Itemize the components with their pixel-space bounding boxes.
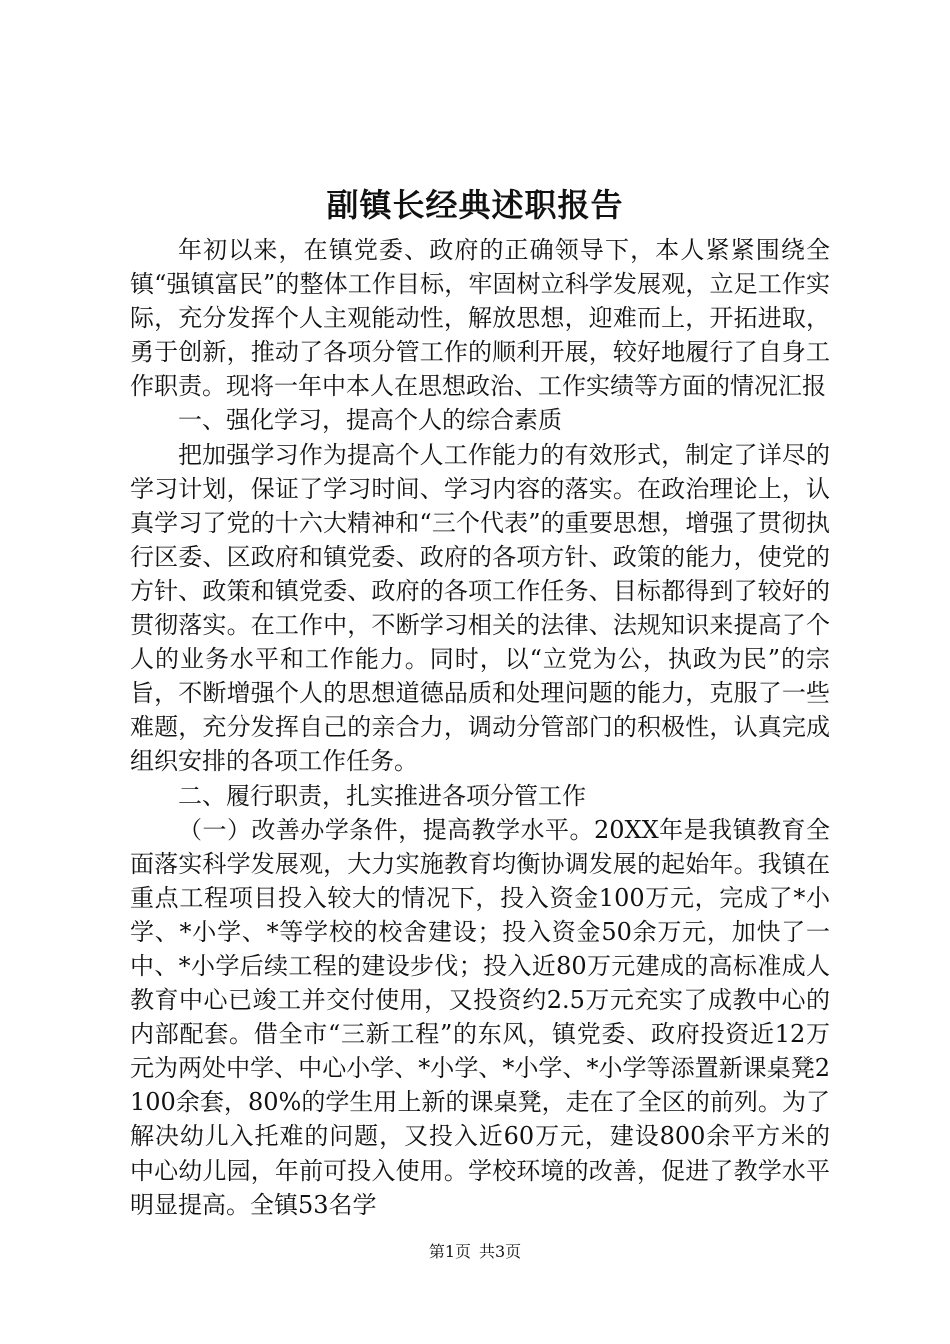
paragraph-intro: 年初以来，在镇党委、政府的正确领导下，本人紧紧围绕全镇“强镇富民”的整体工作目标，牢固树立科学发展观，立足工作实际，充分发挥个人主观能动性，解放思想，迎难而上，开拓进取，勇于创新，推动了各项分管工作的顺利开展，较好地履行了自身工作职责。现将一年中本人在思想政治、工作实绩等方面的情况汇报: [130, 236, 830, 401]
page-number: 第1页: [428, 1242, 471, 1261]
page-footer: [0, 1240, 950, 1264]
document-title: 副镇长经典述职报告: [326, 186, 624, 224]
heading-section-1: 一、强化学习，提高个人的综合素质: [178, 406, 562, 435]
page-total: 共3页: [479, 1242, 522, 1261]
heading-section-2: 二、履行职责，扎实推进各项分管工作: [178, 781, 586, 810]
document-body: [130, 233, 830, 1222]
paragraph-education: （一）改善办学条件，提高教学水平。20XX年是我镇教育全面落实科学发展观，大力实施教育均衡协调发展的起始年。我镇在重点工程项目投入较大的情况下，投入资金100万元，完成了*小学、*小学、*等学校的校舍建设；投入资金50余万元，加快了一中、*小学后续工程的建设步伐；投入近80万元建成的高标准成人教育中心已竣工并交付使用，又投资约2.5万元充实了成教中心的内部配套。借全市“三新工程”的东风，镇党委、政府投资近12万元为两处中学、中心小学、*小学、*小学、*小学等添置新课桌凳2100余套，80%的学生用上新的课桌凳，走在了全区的前列。为了解决幼儿入托难的问题，又投入近60万元，建设800余平方米的中心幼儿园，年前可投入使用。学校环境的改善，促进了教学水平明显提高。全镇53名学: [130, 815, 830, 1219]
paragraph-study: 把加强学习作为提高个人工作能力的有效形式，制定了详尽的学习计划，保证了学习时间、学习内容的落实。在政治理论上，认真学习了党的十六大精神和“三个代表”的重要思想，增强了贯彻执行区委、区政府和镇党委、政府的各项方针、政策的能力，使党的方针、政策和镇党委、政府的各项工作任务、目标都得到了较好的贯彻落实。在工作中，不断学习相关的法律、法规知识来提高了个人的业务水平和工作能力。同时，以“立党为公，执政为民”的宗旨，不断增强个人的思想道德品质和处理问题的能力，克服了一些难题，充分发挥自己的亲合力，调动分管部门的积极性，认真完成组织安排的各项工作任务。: [130, 440, 830, 776]
